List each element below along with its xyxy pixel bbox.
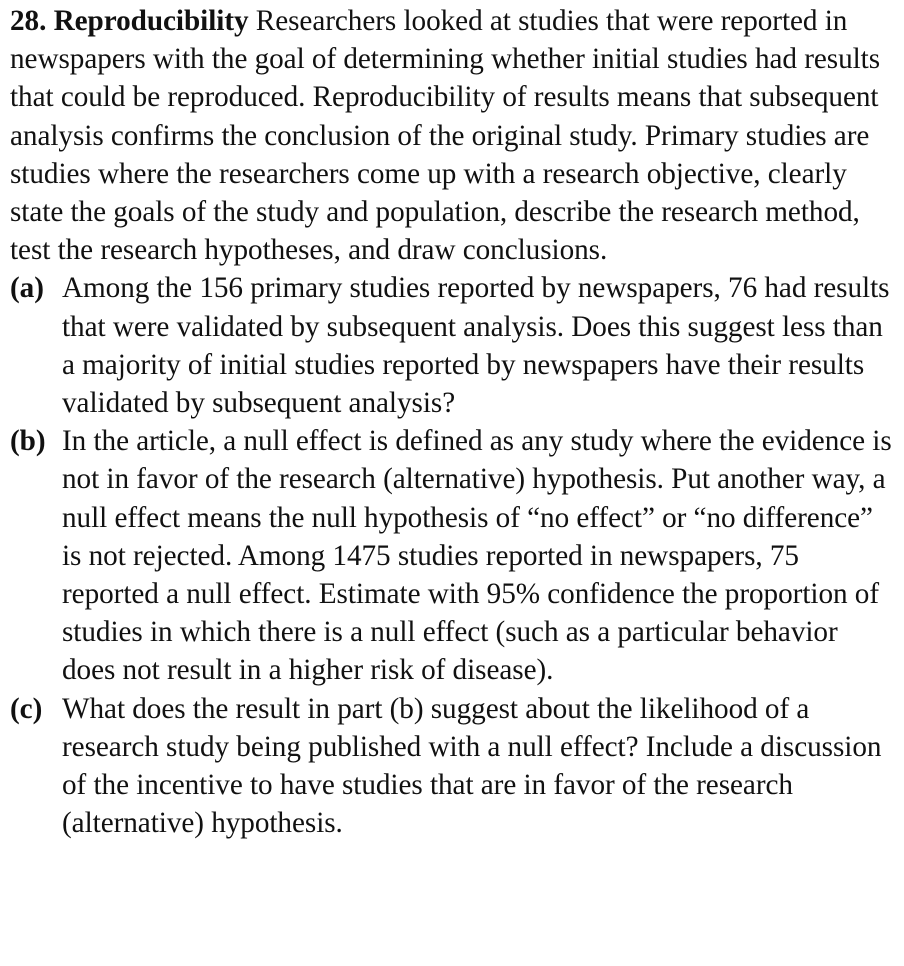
problem-statement: [10, 2, 894, 269]
problem-parts: [10, 269, 894, 842]
part-a-text: Among the 156 primary studies reported by newspapers, 76 had results that were validated by subsequent analysis. Does this suggest less than a majority of initial studies reported by newspapers have their results validated by subsequent analysis?: [62, 272, 890, 420]
part-b: [10, 422, 894, 689]
textbook-exercise: [10, 2, 894, 842]
part-b-text: In the article, a null effect is defined as any study where the evidence is not in favor of the research (alternative) hypothesis. Put another way, a null effect means the null hypothesis of “no effect” or “no difference” is not rejected. Among 1475 studies reported in newspapers, 75 reported a null effect. Estimate with 95% confidence the proportion of studies in which there is a null effect (such as a particular behavior does not result in a higher risk of disease).: [62, 425, 892, 687]
part-c-text: What does the result in part (b) suggest about the likelihood of a research study being published with a null effect? Include a discussion of the incentive to have studies that are in favor of the research (alternative) hypothesis.: [62, 692, 882, 840]
problem-intro-text: Researchers looked at studies that were reported in newspapers with the goal of determining whether initial studies had results that could be reproduced. Reproducibility of results means that subsequent analysis confirms the conclusion of the original study. Primary studies are studies where the researchers come up with a research objective, clearly state the goals of the study and population, describe the research method, test the research hypotheses, and draw conclusions.: [10, 5, 881, 267]
part-b-label: (b): [10, 425, 46, 458]
part-c-label: (c): [10, 692, 43, 725]
problem-number: 28.: [10, 5, 47, 37]
part-a: [10, 269, 894, 422]
problem-title: Reproducibility: [53, 5, 249, 37]
part-c: [10, 690, 894, 843]
part-a-label: (a): [10, 272, 44, 305]
